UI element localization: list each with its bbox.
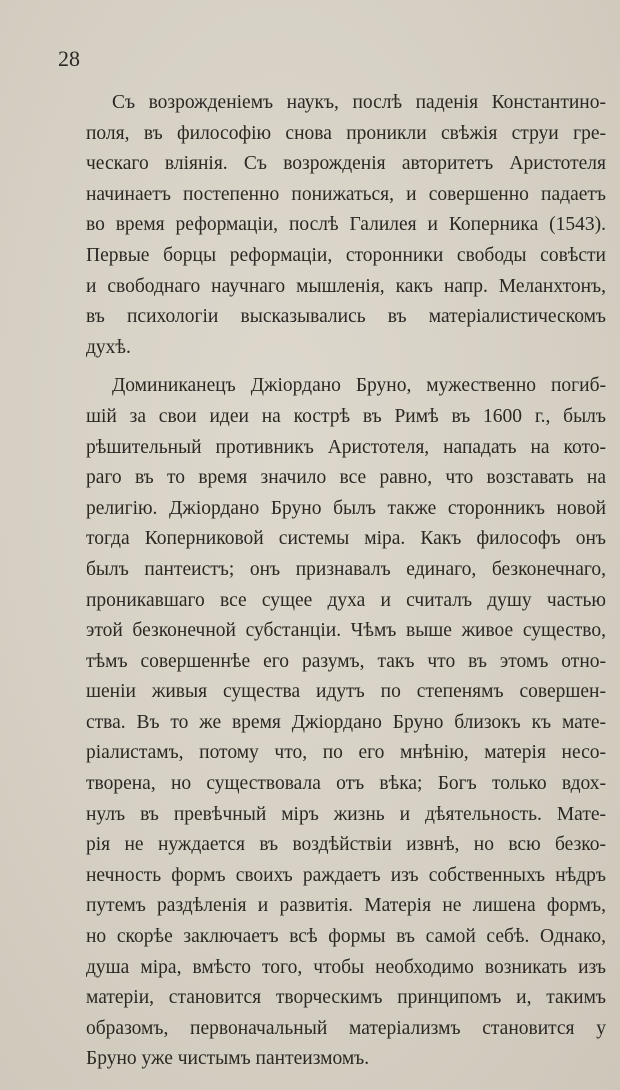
text-line: тогда Коперниковой системы міра. Какъ философъ онъ xyxy=(86,528,606,550)
text-line: религію. Джіордано Бруно былъ также сторонникъ новой xyxy=(86,497,606,519)
text-line: во время реформаціи, послѣ Галилея и Коперника (1543). xyxy=(86,214,606,236)
text-line: шій за свои идеи на кострѣ въ Римѣ въ 1600 г., былъ xyxy=(86,405,606,427)
text-line: ріалистамъ, потому что, по его мнѣнію, матерія несо- xyxy=(86,742,606,764)
text-line: тѣмъ совершеннѣе его разумъ, такъ что въ этомъ отно- xyxy=(86,650,606,672)
text-line: шеніи живыя существа идутъ по степенямъ совершен- xyxy=(86,681,606,703)
text-line: духѣ. xyxy=(86,336,131,358)
text-line: раго въ то время значило все равно, что возставать на xyxy=(86,467,606,489)
text-line: путемъ раздѣленія и развитія. Матерія не лишена формъ, xyxy=(86,895,606,917)
text-line: образомъ, первоначальный матеріализмъ становится у xyxy=(86,1017,606,1039)
page-number: 28 xyxy=(58,46,80,71)
text-line: Доминиканецъ Джіордано Бруно, мужественно погиб- xyxy=(112,375,606,397)
text-line: Первые борцы реформаціи, сторонники свободы совѣсти xyxy=(86,244,606,266)
text-line: Съ возрожденіемъ наукъ, послѣ паденія Константино- xyxy=(112,92,606,113)
text-line: но скорѣе заключаетъ всѣ формы въ самой себѣ. Однако, xyxy=(86,926,606,948)
text-line: проникавшаго все сущее духа и считалъ душу частью xyxy=(86,589,606,611)
text-line: рѣшительный противникъ Аристотеля, нападать на кото- xyxy=(86,436,606,458)
text-line: ческаго вліянія. Съ возрожденія авторитетъ Аристотеля xyxy=(86,153,606,175)
body-text xyxy=(86,88,606,1075)
text-line: Бруно уже чистымъ пантеизмомъ. xyxy=(86,1048,370,1070)
text-line: былъ пантеистъ; онъ признавалъ единаго, безконечнаго, xyxy=(86,558,606,580)
text-line: матеріи, становится творческимъ принципомъ и, такимъ xyxy=(86,987,606,1009)
text-line: нулъ въ превѣчный міръ жизнь и дѣятельность. Мате- xyxy=(86,803,606,825)
text-line: творена, но существовала отъ вѣка; Богъ только вдох- xyxy=(86,773,606,795)
text-line: и свободнаго научнаго мышленія, какъ напр. Меланхтонъ, xyxy=(86,275,606,297)
text-line: душа міра, вмѣсто того, чтобы необходимо возникать изъ xyxy=(86,956,606,978)
text-line: рія не нуждается въ воздѣйствіи извнѣ, но всю безко- xyxy=(86,834,606,856)
text-line: ства. Въ то же время Джіордано Бруно близокъ къ мате- xyxy=(86,711,606,733)
text-line: начинаетъ постепенно понижаться, и совершенно падаетъ xyxy=(86,183,606,205)
text-line: нечность формъ своихъ раждаетъ изъ собственныхъ нѣдръ xyxy=(86,864,606,886)
text-line: поля, въ философію снова проникли свѣжія струи гре- xyxy=(86,122,606,144)
text-line: этой безконечной субстанціи. Чѣмъ выше живое существо, xyxy=(86,620,606,642)
text-line: въ психологіи высказывались въ матеріалистическомъ xyxy=(86,306,606,328)
